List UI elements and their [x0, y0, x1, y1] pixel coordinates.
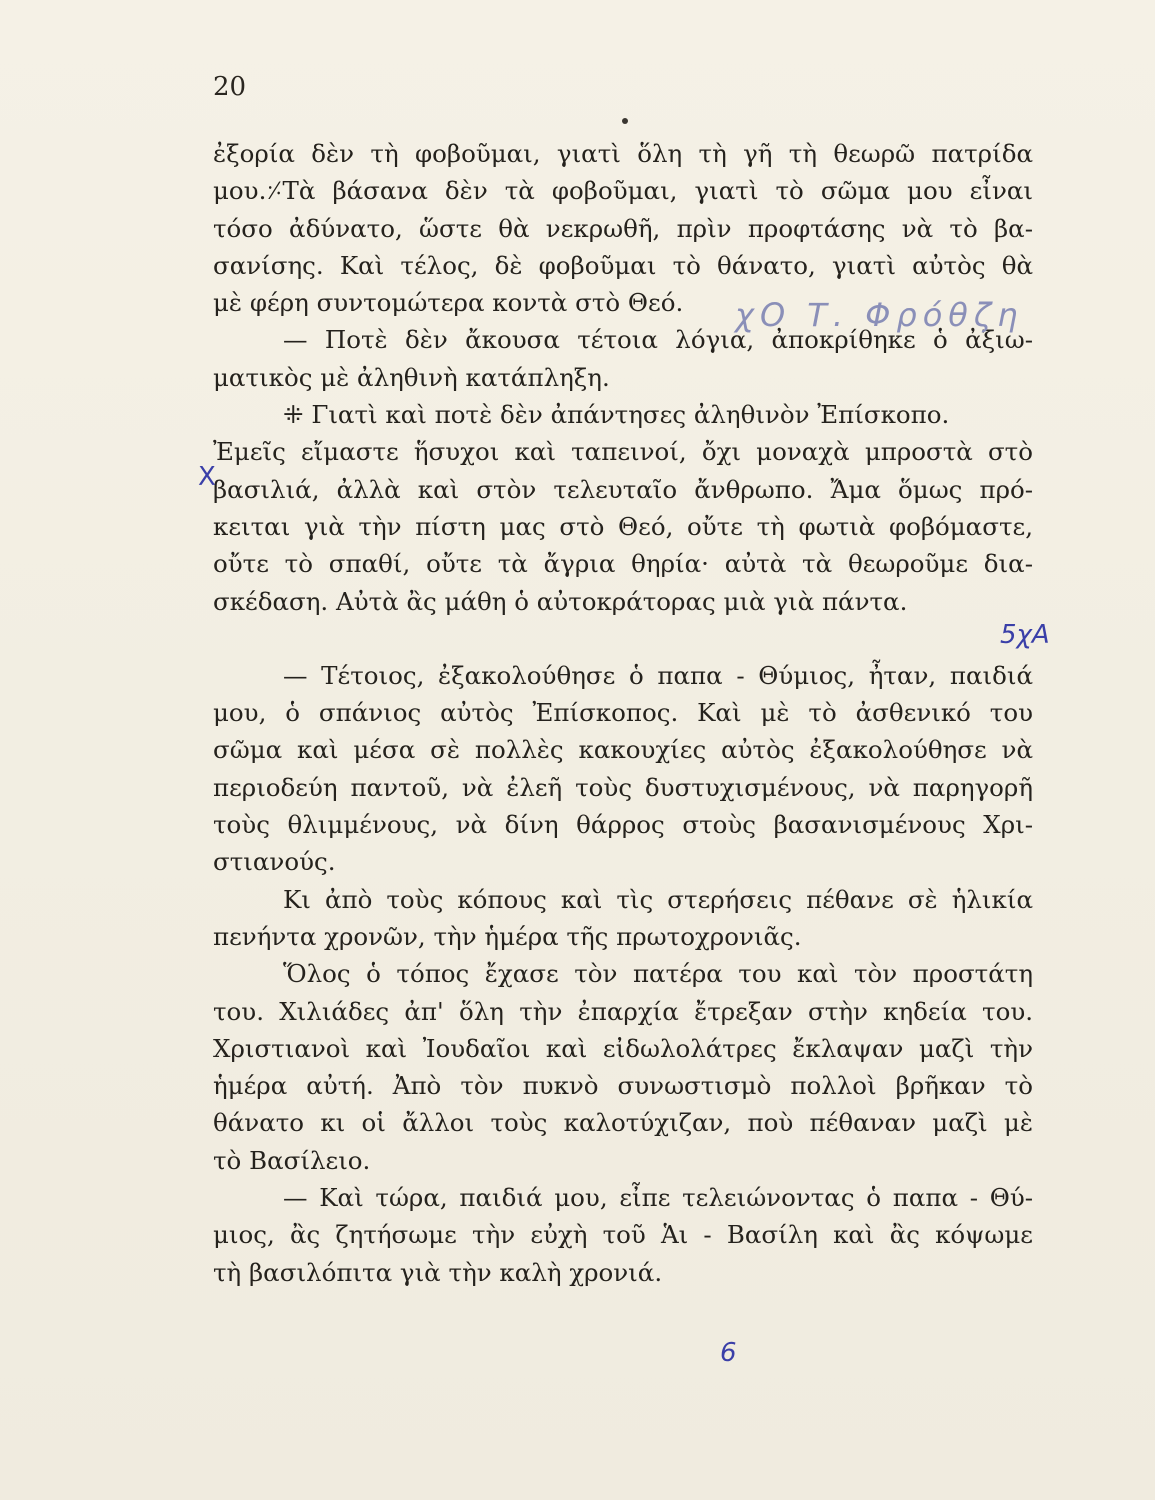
text-line: ἡμέρα αὐτή. Ἀπὸ τὸν πυκνὸ συνωστισμὸ πολλοὶ βρῆκαν τὸ	[213, 1071, 1033, 1101]
text-line: θάνατο κι οἱ ἄλλοι τοὺς καλοτύχιζαν, ποὺ πέθαναν μαζὶ μὲ	[213, 1108, 1033, 1138]
text-line: τόσο ἀδύνατο, ὥστε θὰ νεκρωθῆ, πρὶν προφτάσης νὰ τὸ βα-	[213, 213, 1033, 243]
text-line: σανίσης. Καὶ τέλος, δὲ φοβοῦμαι τὸ θάνατο, γιατὶ αὐτὸς θὰ	[213, 250, 1033, 280]
page-number: 20	[213, 72, 247, 102]
paragraph-gap	[213, 620, 1033, 657]
text-line: Κι ἀπὸ τοὺς κόπους καὶ τὶς στερήσεις πέθανε σὲ ἡλικία	[283, 884, 1033, 914]
text-line: τὴ βασιλόπιτα γιὰ τὴν καλὴ χρονιά.	[213, 1257, 663, 1287]
text-line: σῶμα καὶ μέσα σὲ πολλὲς κακουχίες αὐτὸς ἐξακολούθησε νὰ	[213, 735, 1033, 765]
text-line: Ὅλος ὁ τόπος ἔχασε τὸν πατέρα του καὶ τὸν προστάτη	[283, 959, 1033, 989]
text-line: σκέδαση. Αὐτὰ ἂς μάθη ὁ αὐτοκράτορας μιὰ γιὰ πάντα.	[213, 586, 908, 616]
text-line: περιοδεύη παντοῦ, νὰ ἐλεῆ τοὺς δυστυχισμένους, νὰ παρηγορῆ	[213, 772, 1033, 802]
text-line: του. Χιλιάδες ἀπ' ὅλη τὴν ἐπαρχία ἔτρεξαν στὴν κηδεία του.	[213, 996, 1033, 1026]
handwritten-annotation: Χ	[198, 462, 216, 492]
handwritten-annotation: 5χΑ	[1000, 620, 1050, 650]
ink-dot-mark	[622, 118, 628, 124]
handwritten-annotation: 6	[720, 1338, 737, 1368]
text-line: — Τέτοιος, ἐξακολούθησε ὁ παπα - Θύμιος, ἦταν, παιδιά	[283, 660, 1033, 690]
text-line: Ἐμεῖς εἴμαστε ἥσυχοι καὶ ταπεινοί, ὄχι μοναχὰ μπροστὰ στὸ	[213, 437, 1033, 467]
text-line: — Ποτὲ δὲν ἄκουσα τέτοια λόγια, ἀποκρίθηκε ὁ ἀξιω-	[283, 325, 1033, 355]
text-line: Χριστιανοὶ καὶ Ἰουδαῖοι καὶ εἰδωλολάτρες ἔκλαψαν μαζὶ τὴν	[213, 1033, 1033, 1063]
text-line: οὔτε τὸ σπαθί, οὔτε τὰ ἄγρια θηρία· αὐτὰ τὰ θεωροῦμε δια-	[213, 549, 1033, 579]
text-line: μου, ὁ σπάνιος αὐτὸς Ἐπίσκοπος. Καὶ μὲ τὸ ἀσθενικό του	[213, 698, 1033, 728]
text-line: μὲ φέρη συντομώτερα κοντὰ στὸ Θεό.	[213, 288, 684, 318]
text-line: στιανούς.	[213, 847, 336, 877]
text-line: κειται γιὰ τὴν πίστη μας στὸ Θεό, οὔτε τὴ φωτιὰ φοβόμαστε,	[213, 511, 1033, 541]
text-line: τοὺς θλιμμένους, νὰ δίνη θάρρος στοὺς βασανισμένους Χρι-	[213, 810, 1033, 840]
text-line: βασιλιά, ἀλλὰ καὶ στὸν τελευταῖο ἄνθρωπο. Ἄμα ὅμως πρό-	[213, 474, 1033, 504]
text-line: — Καὶ τώρα, παιδιά μου, εἶπε τελειώνοντας ὁ παπα - Θύ-	[283, 1183, 1033, 1213]
text-line: τὸ Βασίλειο.	[213, 1145, 371, 1175]
text-line: πενήντα χρονῶν, τὴν ἡμέρα τῆς πρωτοχρονιᾶς.	[213, 921, 802, 951]
text-line: ἐξορία δὲν τὴ φοβοῦμαι, γιατὶ ὅλη τὴ γῆ τὴ θεωρῶ πατρίδα	[213, 139, 1033, 168]
handwritten-annotation: χΟ Τ. Φρόθζη	[735, 296, 1024, 334]
text-line: μου.⸓Τὰ βάσανα δὲν τὰ φοβοῦμαι, γιατὶ τὸ σῶμα μου εἶναι	[213, 176, 1033, 206]
text-line: μιος, ἂς ζητήσωμε τὴν εὐχὴ τοῦ Ἁι - Βασίλη καὶ ἂς κόψωμε	[213, 1220, 1033, 1250]
text-line: ματικὸς μὲ ἀληθινὴ κατάπληξη.	[213, 362, 610, 392]
text-line: ⁜ Γιατὶ καὶ ποτὲ δὲν ἀπάντησες ἀληθινὸν Ἐπίσκοπο.	[283, 400, 950, 430]
